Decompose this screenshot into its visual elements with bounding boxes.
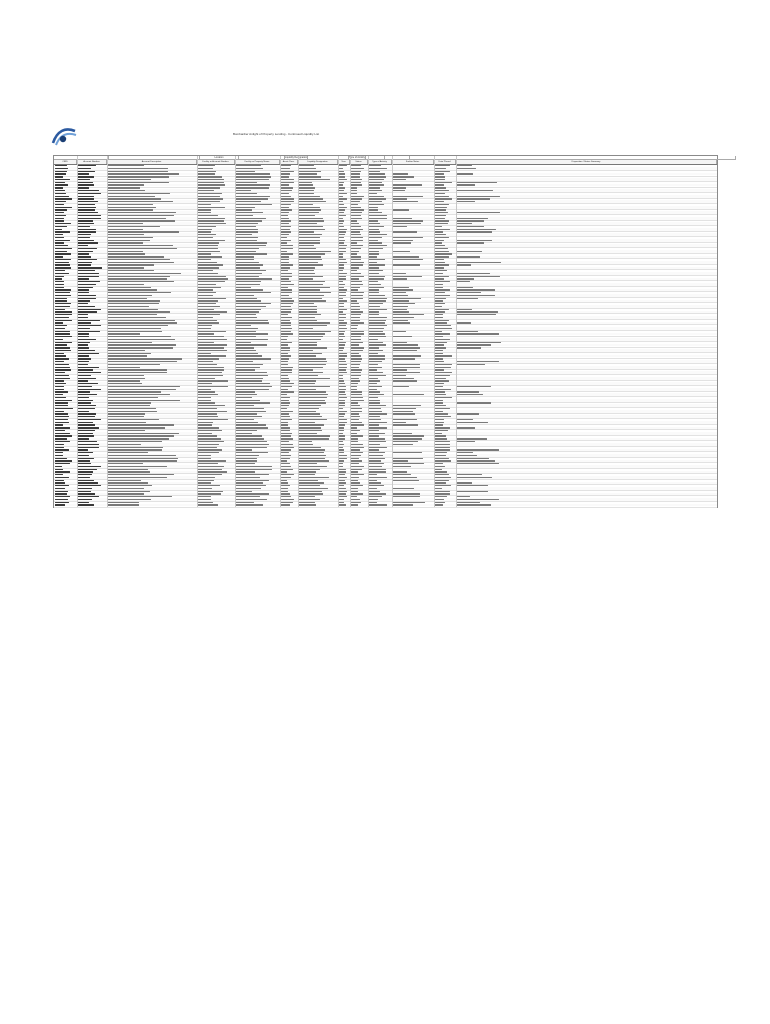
column-divider [298, 156, 299, 507]
column-header: Facility or Account Number [197, 160, 235, 164]
column-header: Type of Activity [368, 160, 392, 164]
table-body [54, 165, 717, 507]
column-header: Facility or Property Name [235, 160, 280, 164]
column-divider [107, 156, 108, 507]
column-header: Date Placed [434, 160, 456, 164]
column-header: Further Notes [392, 160, 434, 164]
column-divider [338, 156, 339, 507]
column-divider [350, 156, 351, 507]
group-header-cell: Liquidity Designation [285, 156, 308, 159]
column-divider [456, 156, 457, 507]
column-header: CRID [54, 160, 77, 164]
column-divider [235, 156, 236, 507]
company-logo-icon [49, 125, 79, 147]
group-header-cell: Type of Activity [349, 156, 366, 159]
column-divider [434, 156, 435, 507]
column-divider [392, 156, 393, 507]
column-header: Status [350, 160, 368, 164]
row-divider [54, 507, 717, 508]
column-header: Disposition / Status Summary [456, 160, 717, 164]
column-header: Account Description [107, 160, 197, 164]
column-header: Year [338, 160, 350, 164]
column-divider [368, 156, 369, 507]
document-title: Bombardier Anlight of Property Lending - Continued Liquidity List [233, 132, 320, 136]
liquidity-table [53, 155, 718, 508]
column-divider [77, 156, 78, 507]
column-header: Asset Class [280, 160, 298, 164]
group-header-cell: Location [200, 156, 239, 160]
column-header: Liquidity Designation [298, 160, 338, 164]
column-divider [280, 156, 281, 507]
column-divider [197, 156, 198, 507]
column-header: Account Number [77, 160, 107, 164]
